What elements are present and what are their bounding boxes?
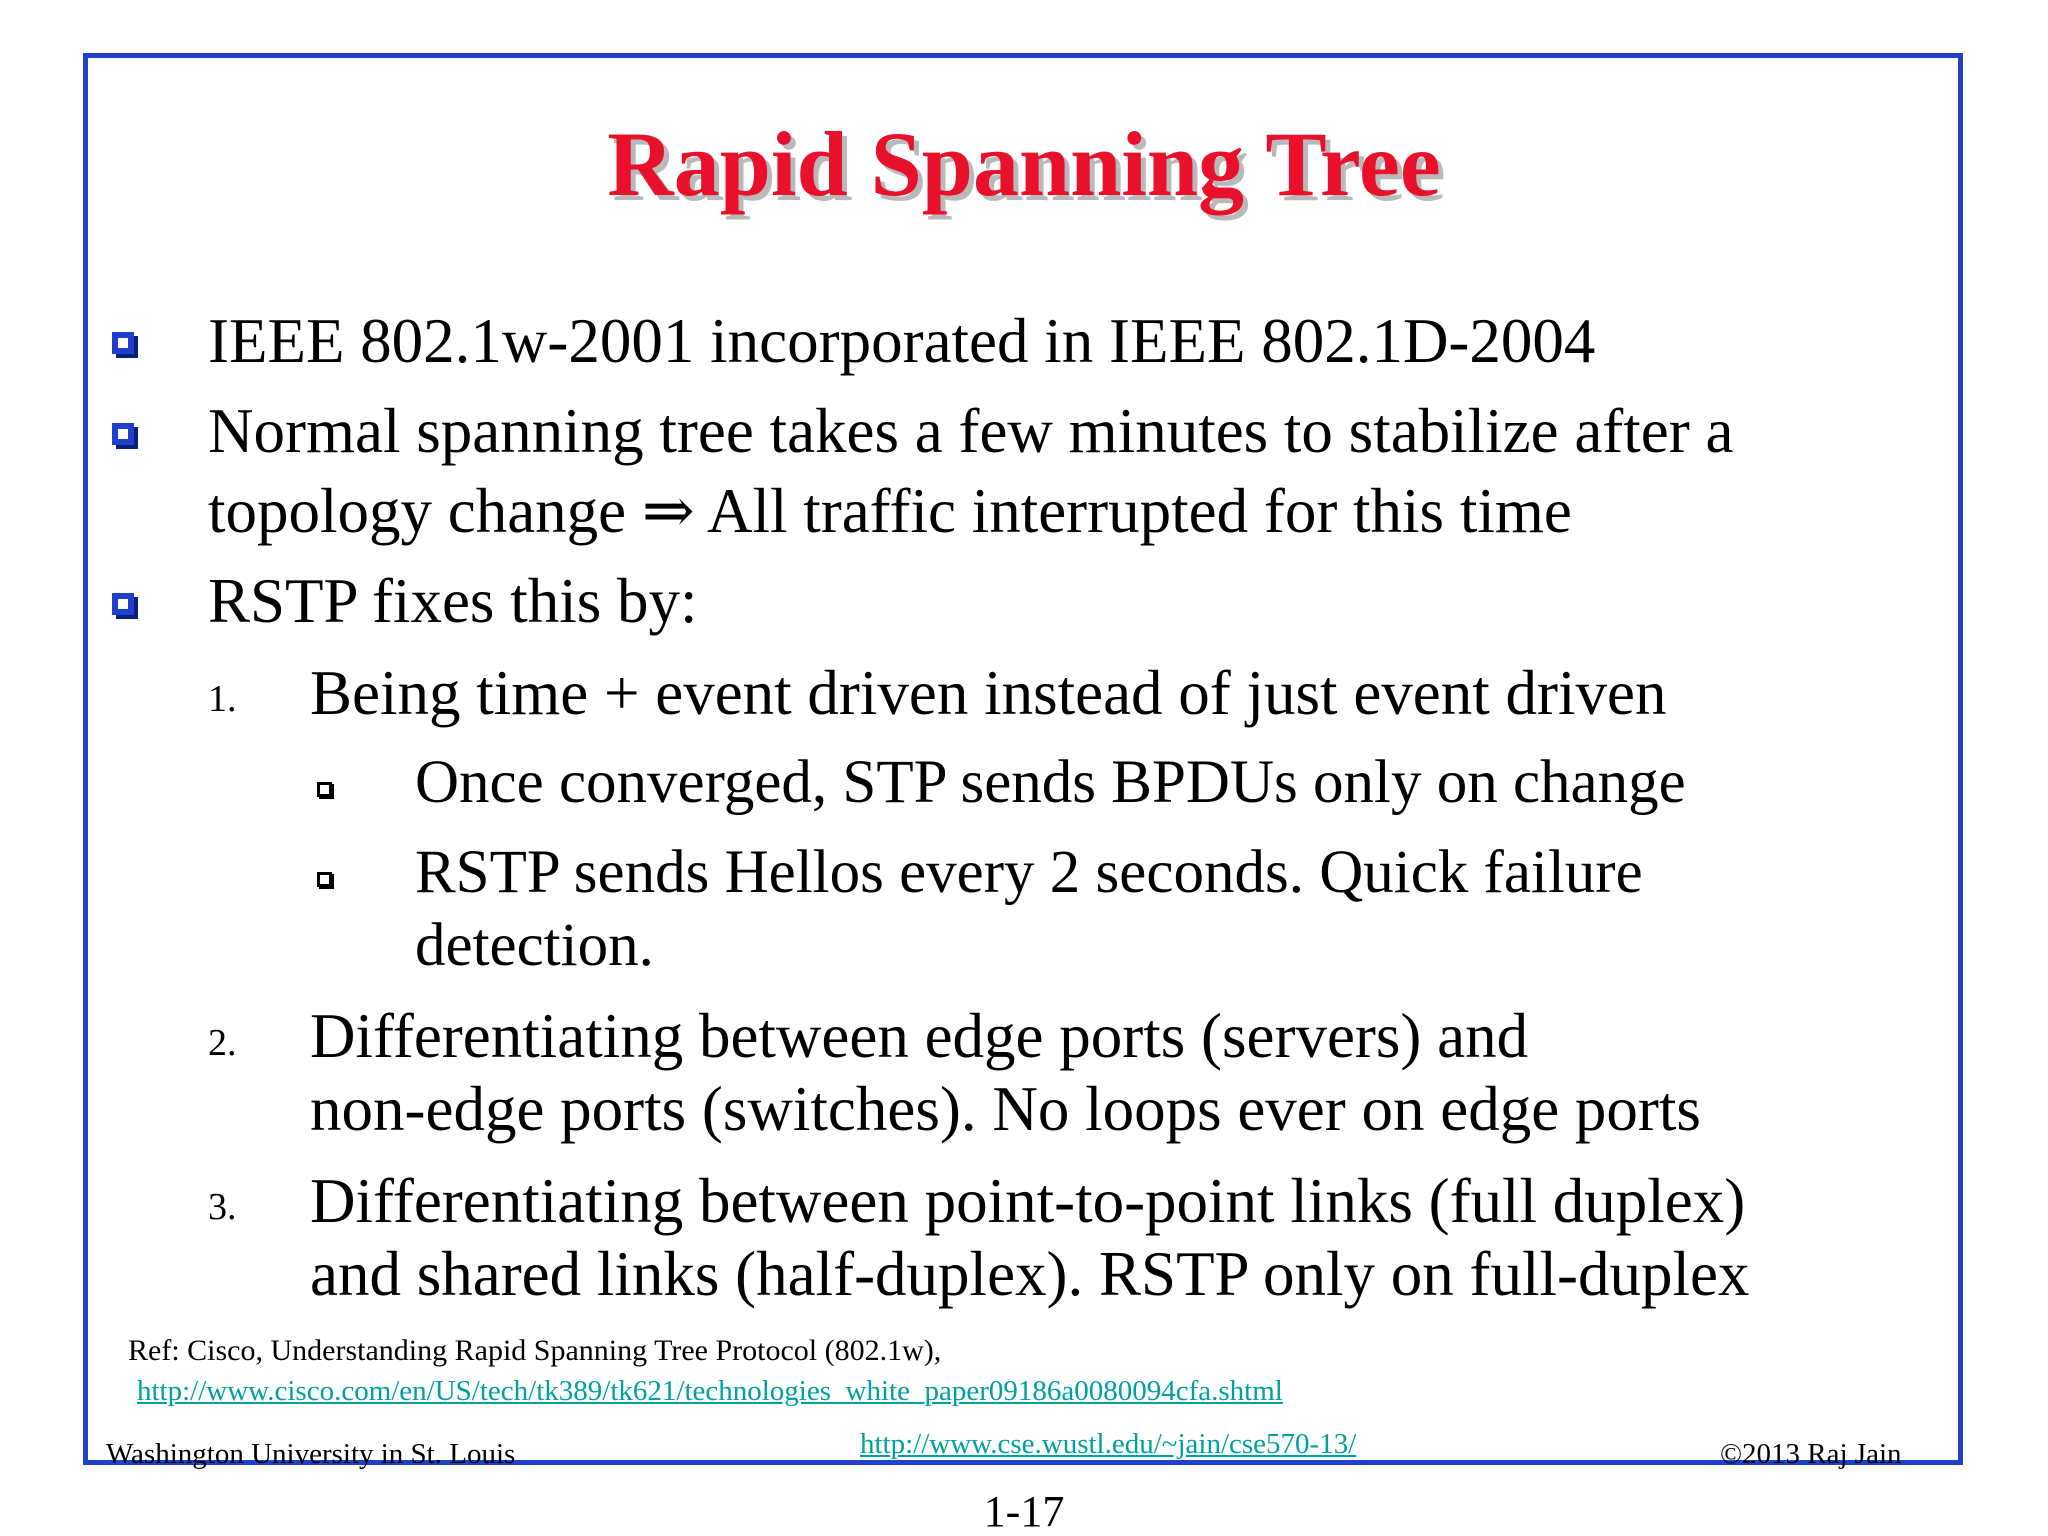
sub-bullet-square-icon (317, 782, 332, 797)
bullet-square-icon (112, 332, 134, 354)
item-2-text-line2: non-edge ports (switches). No loops ever on edge ports (310, 1074, 1701, 1144)
slide-title: Rapid Spanning Tree (607, 113, 1441, 215)
bullet-square-icon (112, 593, 134, 615)
footer-course-link[interactable]: http://www.cse.wustl.edu/~jain/cse570-13/ (860, 1428, 1357, 1460)
footer-institution: Washington University in St. Louis (106, 1438, 516, 1470)
bullet-2-text-line1: Normal spanning tree takes a few minutes to stabilize after a (208, 396, 1734, 466)
sub-bullet-square-icon (317, 872, 332, 887)
sub-item-1-text: Once converged, STP sends BPDUs only on change (415, 749, 1686, 816)
bullet-1-text: IEEE 802.1w-2001 incorporated in IEEE 802.1D-2004 (208, 306, 1596, 376)
item-3-text-line2: and shared links (half-duplex). RSTP only on full-duplex (310, 1239, 1750, 1309)
item-number-3: 3. (208, 1186, 237, 1228)
sub-item-2-text-line1: RSTP sends Hellos every 2 seconds. Quick failure (415, 839, 1643, 906)
item-1-text: Being time + event driven instead of just event driven (310, 658, 1667, 728)
item-2-text-line1: Differentiating between edge ports (servers) and (310, 1001, 1529, 1071)
reference-text: Ref: Cisco, Understanding Rapid Spanning Tree Protocol (802.1w), (128, 1334, 942, 1367)
item-3-text-line1: Differentiating between point-to-point links (full duplex) (310, 1166, 1746, 1236)
reference-link[interactable]: http://www.cisco.com/en/US/tech/tk389/tk621/technologies_white_paper09186a0080094cfa.shtml (137, 1375, 1283, 1407)
page-number: 1-17 (983, 1487, 1065, 1536)
item-number-2: 2. (208, 1022, 237, 1064)
bullet-square-icon (112, 423, 134, 445)
item-number-1: 1. (208, 678, 237, 720)
bullet-2-text-line2: topology change ⇒ All traffic interrupted for this time (208, 476, 1572, 546)
footer-copyright: ©2013 Raj Jain (1720, 1438, 1902, 1470)
sub-item-2-text-line2: detection. (415, 912, 654, 979)
bullet-3-text: RSTP fixes this by: (208, 566, 698, 636)
